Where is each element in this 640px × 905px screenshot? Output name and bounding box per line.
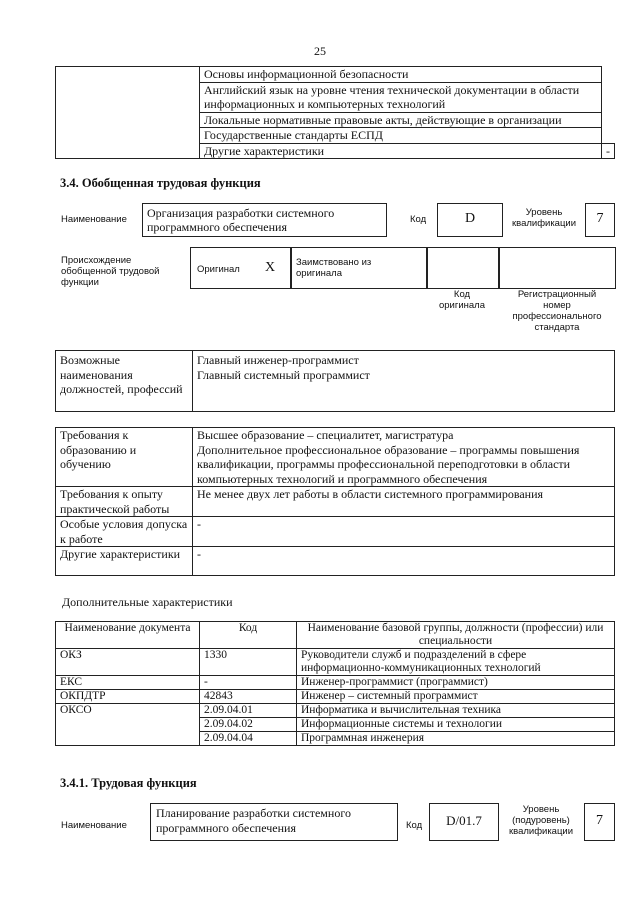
knowledge-item: Английский язык на уровне чтения технической документации в области информационных и компьютерных технологий <box>200 82 602 112</box>
group-cell: Инженер-программист (программист) <box>297 676 615 690</box>
requirement-line: Высшее образование – специалитет, магистратура <box>197 428 454 442</box>
level-box: 7 <box>584 803 615 841</box>
subsection-title: 3.4.1. Трудовая функция <box>60 776 197 790</box>
name-label: Наименование <box>61 214 127 225</box>
function-name-box: Планирование разработки системного программного обеспечения <box>150 803 398 841</box>
code-label: Код <box>410 214 427 225</box>
page-number: 25 <box>314 44 326 58</box>
requirement-value <box>193 428 615 487</box>
group-cell: Руководители служб и подразделений в сфере информационно-коммуникационных технологий <box>297 649 615 676</box>
position-item: Главный инженер-программист <box>197 353 359 367</box>
code-original-box <box>426 247 500 289</box>
code-cell: 42843 <box>200 690 297 704</box>
empty-label-cell <box>56 67 200 159</box>
level-label: Уровень (подуровень) квалификации <box>508 804 574 837</box>
origin-label: Происхождение обобщенной трудовой функции <box>61 255 160 288</box>
group-cell: Информатика и вычислительная техника <box>297 704 615 718</box>
doc-cell: ОКПДТР <box>56 690 200 704</box>
additional-table <box>55 621 615 746</box>
code-cell: 2.09.04.02 <box>200 718 297 732</box>
code-box: D/01.7 <box>429 803 499 841</box>
level-box: 7 <box>585 203 615 237</box>
reg-number-label: Регистрационный номер профессионального стандарта <box>512 289 602 333</box>
header-document: Наименование документа <box>56 622 200 649</box>
group-cell: Программная инженерия <box>297 732 615 746</box>
other-characteristics-value: - <box>602 143 615 159</box>
positions-label: Возможные наименования должностей, профессий <box>56 351 193 412</box>
other-characteristics-label: Другие характеристики <box>200 143 602 159</box>
requirement-label: Требования к образованию и обучению <box>56 428 193 487</box>
level-label: Уровень квалификации <box>511 207 577 229</box>
doc-cell: ОКСО <box>56 704 200 746</box>
group-cell: Инженер – системный программист <box>297 690 615 704</box>
requirement-label: Особые условия допуска к работе <box>56 517 193 547</box>
code-label: Код <box>406 820 423 831</box>
original-box <box>190 247 292 289</box>
code-original-label: Код оригинала <box>438 289 485 311</box>
requirement-line: - <box>193 547 615 576</box>
knowledge-item: Локальные нормативные правовые акты, действующие в организации <box>200 112 602 128</box>
borrowed-label: Заимствовано из оригинала <box>296 257 372 279</box>
requirements-table <box>55 427 615 576</box>
original-mark: X <box>265 260 276 275</box>
group-cell: Информационные системы и технологии <box>297 718 615 732</box>
code-cell: 1330 <box>200 649 297 676</box>
original-label: Оригинал <box>197 264 240 275</box>
code-cell: - <box>200 676 297 690</box>
header-code: Код <box>200 622 297 649</box>
knowledge-item: Основы информационной безопасности <box>200 67 602 83</box>
knowledge-item: Государственные стандарты ЕСПД <box>200 128 602 144</box>
code-box: D <box>437 203 503 237</box>
doc-cell: ЕКС <box>56 676 200 690</box>
borrowed-box <box>290 247 428 289</box>
requirement-label: Требования к опыту практической работы <box>56 487 193 517</box>
name-label: Наименование <box>61 820 127 831</box>
requirement-line: Дополнительное профессиональное образование – программы повышения квалификации, программы профессиональной переподготовки в области компьютерных технологий и программного обеспечения <box>197 442 580 486</box>
position-item: Главный системный программист <box>197 367 370 382</box>
doc-cell: ОКЗ <box>56 649 200 676</box>
header-group-name: Наименование базовой группы, должности (профессии) или специальности <box>297 622 615 649</box>
requirement-line: - <box>193 517 615 547</box>
reg-number-box <box>498 247 616 289</box>
positions-table <box>55 350 615 412</box>
knowledge-table <box>55 66 615 159</box>
requirement-label: Другие характеристики <box>56 547 193 576</box>
additional-title: Дополнительные характеристики <box>62 595 233 609</box>
positions-values <box>193 351 615 412</box>
code-cell: 2.09.04.04 <box>200 732 297 746</box>
origin-boxes <box>190 247 615 288</box>
code-cell: 2.09.04.01 <box>200 704 297 718</box>
requirement-line: Не менее двух лет работы в области системного программирования <box>193 487 615 517</box>
function-name-box: Организация разработки системного программного обеспечения <box>142 203 387 237</box>
section-title: 3.4. Обобщенная трудовая функция <box>60 176 261 190</box>
